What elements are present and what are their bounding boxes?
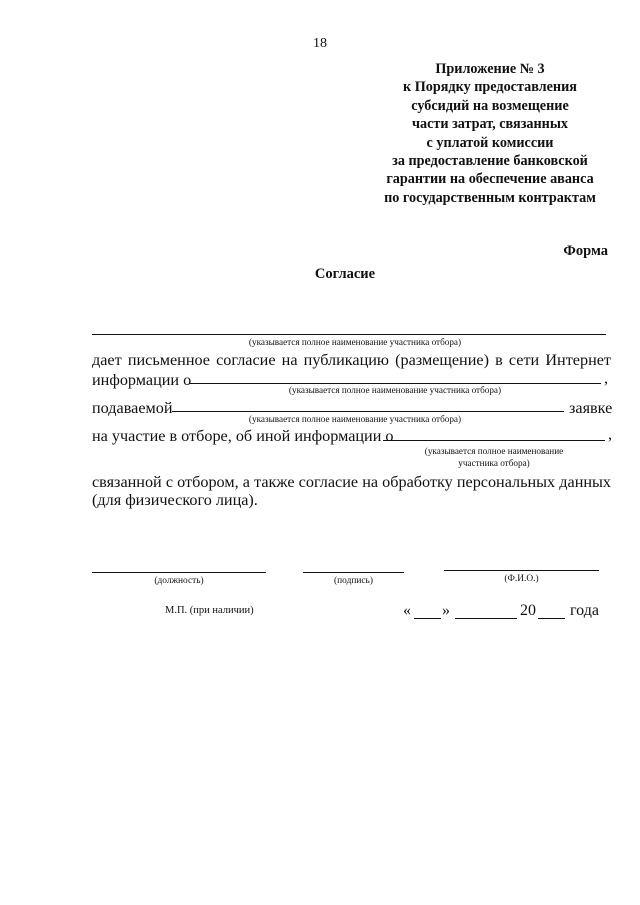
appendix-line: по государственным контрактам <box>384 189 596 206</box>
hint-participant-name: участника отбора) <box>458 458 530 468</box>
date-day-line <box>414 618 441 619</box>
consent-text-final-line-1: связанной с отбором, а также согласие на обработку персональных данных <box>92 473 611 491</box>
participation-label: на участие в отборе, об иной информации о <box>92 427 394 445</box>
consent-text-line-1: дает письменное согласие на публикацию (размещение) в сети Интернет <box>92 351 611 369</box>
appendix-line: с уплатой комиссии <box>426 134 554 151</box>
consent-text-final-line-2: (для физического лица). <box>92 491 258 509</box>
info-subject-line <box>189 383 601 384</box>
fio-line <box>444 570 599 571</box>
comma: , <box>608 425 613 443</box>
info-about-label: информации о <box>92 371 192 389</box>
signature-hint: (подпись) <box>334 576 373 586</box>
date-close-quote: » <box>442 602 450 619</box>
hint-participant-name: (указывается полное наименование участника отбора) <box>288 385 502 395</box>
appendix-line: Приложение № 3 <box>435 61 545 77</box>
position-hint: (должность) <box>154 576 204 586</box>
appendix-header <box>355 60 625 207</box>
submitted-label: подаваемой <box>92 399 173 417</box>
hint-participant-name: (указывается полное наименование <box>424 446 564 456</box>
date-open-quote: « <box>403 602 411 619</box>
date-year-suffix: года <box>570 602 599 619</box>
appendix-line: субсидий на возмещение <box>411 97 569 114</box>
date-month-line <box>455 618 517 619</box>
hint-participant-name: (указывается полное наименование участника отбора) <box>248 414 462 424</box>
other-info-line <box>383 440 605 441</box>
date-year-line <box>538 618 565 619</box>
appendix-line: гарантии на обеспечение аванса <box>386 171 594 188</box>
form-label: Форма <box>563 243 608 259</box>
submitter-line <box>172 411 564 412</box>
fio-hint: (Ф.И.О.) <box>504 574 539 584</box>
comma: , <box>604 369 609 387</box>
signature-line <box>303 572 404 573</box>
stamp-label: М.П. (при наличии) <box>165 605 254 616</box>
position-line <box>92 572 266 573</box>
appendix-line: за предоставление банковской <box>392 153 588 170</box>
page-number: 18 <box>313 36 327 51</box>
date-year-prefix: 20 <box>520 602 536 619</box>
hint-participant-name: (указывается полное наименование участника отбора) <box>248 337 462 347</box>
participant-name-line <box>92 334 606 335</box>
appendix-line: к Порядку предоставления <box>403 79 577 96</box>
appendix-line: части затрат, связанных <box>411 116 569 133</box>
application-label: заявке <box>569 399 613 417</box>
document-title: Согласие <box>314 266 376 282</box>
